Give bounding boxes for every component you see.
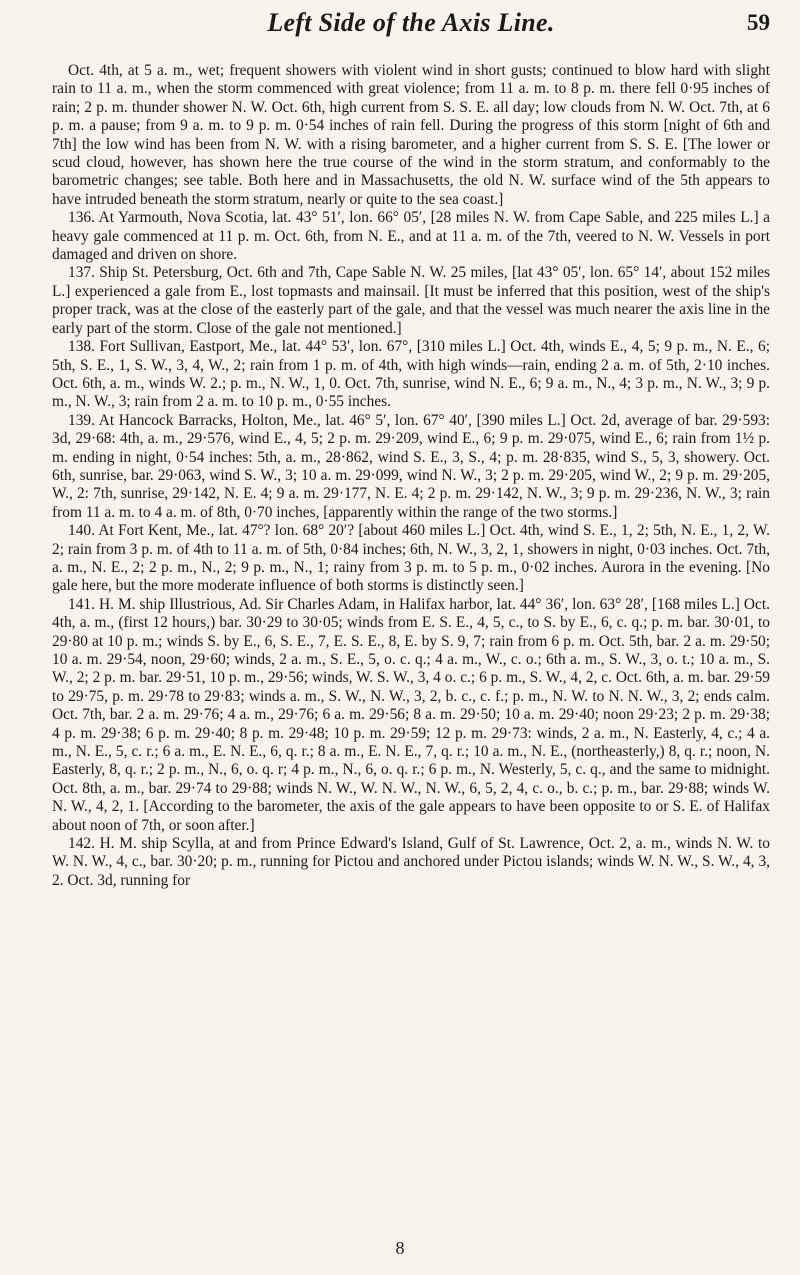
paragraph-140-fort-kent: 140. At Fort Kent, Me., lat. 47°? lon. 68° 20′? [about 460 miles L.] Oct. 4th, wind S. E., 1, 2; 5th, N. E., 1, 2, W. 2; rain from 3 p. m. of 4th to 11 a. m. of 5th, 0·84 inches; 6th, N. W., 3, 2, 1, showers in night, 0·03 inches. Oct. 7th, a. m., N. E., 2; 2 p. m., N., 2; 9 p. m., N., 1; rainy from 3 p. m. to 5 p. m., 0·02 inches. Aurora in the evening. [No gale here, but the more moderate influence of both storms is distinctly seen.] — [52, 522, 770, 595]
running-header — [52, 0, 770, 50]
running-title: Left Side of the Axis Line. — [267, 8, 555, 37]
page-number: 59 — [747, 10, 770, 35]
signature-mark: 8 — [395, 1238, 405, 1258]
paragraph-142-scylla: 142. H. M. ship Scylla, at and from Prince Edward's Island, Gulf of St. Lawrence, Oct. 2, a. m., winds N. W. to W. N. W., 4, c., bar. 30·20; p. m., running for Pictou and anchored under Pictou islands; winds W. N. W., S. W., 4, 3, 2. Oct. 3d, running for — [52, 835, 770, 889]
paragraph-141-illustrious: 141. H. M. ship Illustrious, Ad. Sir Charles Adam, in Halifax harbor, lat. 44° 36′, lon. 63° 28′, [168 miles L.] Oct. 4th, a. m., (first 12 hours,) bar. 30·29 to 30·05; winds from E. S. E., 4, 5, c., to S. by E., 6, c. q.; p. m. bar. 30·01, to 29·80 at 10 p. m.; winds S. by E., 6, S. E., 7, E. S. E., 8, E. by S. 9, 7; rain from 6 p. m. Oct. 5th, bar. 2 a. m. 29·50; 10 a. m. 29·54, noon, 29·60; winds, 2 a. m., S. E., 5, o. c. q.; 4 a. m., W., c. o.; 6th a. m., S. W., 3, o. t.; 10 a. m., S. W., 2; 2 p. m. bar. 29·51, 10 p. m., 29·56; winds, W. S. W., 3, 4 o. c.; 6 p. m., S. W., 4, 2, c. Oct. 6th, a. m. bar. 29·59 to 29·75, p. m. 29·78 to 29·83; winds a. m., S. W., N. W., 3, 2, b. c., c. f.; p. m., N. W. to N. N. W., 3, 2; ends calm. Oct. 7th, bar. 2 a. m. 29·76; 4 a. m., 29·76; 6 a. m. 29·56; 8 a. m. 29·50; 10 a. m. 29·40; noon 29·23; 2 p. m. 29·38; 4 p. m. 29·38; 6 p. m. 29·40; 8 p. m. 29·48; 10 p. m. 29·59; 12 p. m. 29·73: winds, 2 a. m., N. Easterly, 4, c.; 4 a. m., N. E., 5, c. r.; 6 a. m., E. N. E., 6, q. r.; 8 a. m., E. N. E., 7, q. r.; 10 a. m., N. E., (northeasterly,) 8, q. r.; noon, N. Easterly, 8, q. r.; 2 p. m., N., 6, o. q. r; 4 p. m., N., 6, o. q. r.; 6 p. m., N. Westerly, 5, c. q., and the same to midnight. Oct. 8th, a. m., bar. 29·74 to 29·88; winds N. W., W. N. W., N. W., 6, 5, 2, 4, c. o., b. c.; p. m., bar. 29·88; winds W. N. W., 4, 2, 1. [According to the barometer, the axis of the gale appears to have been opposite to or S. E. of Halifax about noon of 7th, or soon after.] — [52, 595, 770, 834]
paragraph-137-st-petersburg: 137. Ship St. Petersburg, Oct. 6th and 7th, Cape Sable N. W. 25 miles, [lat 43° 05′, lon. 65° 14′, about 152 miles L.] experienced a gale from E., lost topmasts and mainsail. [It must be inferred that this position, west of the ship's proper track, was at the close of the easterly part of the gale, and that the vessel was much nearer the axis line in the early part of the storm. Close of the gale not mentioned.] — [52, 264, 770, 337]
paragraph-136-yarmouth: 136. At Yarmouth, Nova Scotia, lat. 43° 51′, lon. 66° 05′, [28 miles N. W. from Cape Sable, and 225 miles L.] a heavy gale commenced at 11 p. m. Oct. 6th, from N. E., and at 11 a. m. of the 7th, veered to N. W. Vessels in port damaged and driven on shore. — [52, 209, 770, 264]
paragraph-138-fort-sullivan: 138. Fort Sullivan, Eastport, Me., lat. 44° 53′, lon. 67°, [310 miles L.] Oct. 4th, winds E., 4, 5; 9 p. m., N. E., 6; 5th, S. E., 1, S. W., 3, 4, W., 2; rain from 1 p. m. of 4th, with high winds—rain, ending 2 a. m. of 5th, 2·10 inches. Oct. 6th, a. m., winds W. 2.; p. m., N. W., 1, 0. Oct. 7th, sunrise, wind N. E., 6; 9 a. m., N., 4; 3 p. m., N. W., 3; 9 p. m., N. W., 3; rain from 2 a. m. to 10 p. m., 0·55 inches. — [52, 338, 770, 411]
body-text — [52, 62, 770, 890]
paragraph-139-hancock-barracks: 139. At Hancock Barracks, Holton, Me., lat. 46° 5′, lon. 67° 40′, [390 miles L.] Oct. 2d, average of bar. 29·593: 3d, 29·68: 4th, a. m., 29·576, wind E., 4, 5; 2 p. m. 29·209, wind E., 6; 9 p. m. 29·075, wind E., 6; rain from 1½ p. m. ending in night, 0·54 inches: 5th, a. m., 28·862, wind S. E., 3, S., 4; p. m. 28·835, wind S., 5, 3, showery. Oct. 6th, sunrise, bar. 29·063, wind S. W., 3; 10 a. m. 29·099, wind N. W., 3; 2 p. m. 29·205, wind W., 2; 9 p. m. 29·205, W., 2: 7th, sunrise, 29·142, N. E. 4; 9 a. m. 29·177, N. E. 4; 2 p. m. 29·142, N. W., 3; 9 p. m. 29·236, N. W., 3; rain from 11 a. m. to 4 a. m. of 8th, 0·70 inches, [apparently within the range of the two storms.] — [52, 411, 770, 521]
paragraph-oct-4th: Oct. 4th, at 5 a. m., wet; frequent showers with violent wind in short gusts; continued to blow hard with slight rain to 11 a. m., when the storm commenced with great violence; from 11 a. m. to 8 p. m. there fell 0·95 inches of rain; 2 p. m. thunder shower N. W. Oct. 6th, high current from S. S. E. all day; low clouds from N. W. Oct. 7th, at 6 p. m. a pause; from 9 a. m. to 9 p. m. 0·54 inches of rain fell. During the progress of this storm [night of 6th and 7th] the low wind has been from N. W. with a rising barometer, and a higher current from S. S. E. [The lower or scud cloud, however, has shown here the true course of the wind in the storm stratum, and conformably to the barometric changes; see table. Both here and in Massachusetts, the old N. W. surface wind of the 5th appears to have intruded beneath the storm stratum, nearly or quite to the sea coast.] — [52, 62, 770, 208]
